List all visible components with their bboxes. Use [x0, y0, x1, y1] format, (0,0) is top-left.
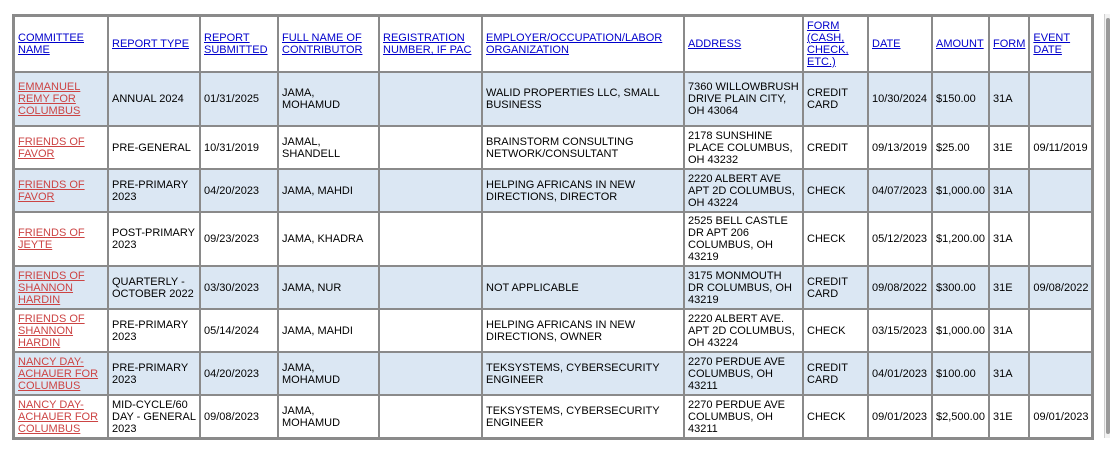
contributor-cell: JAMA, NUR: [278, 266, 379, 309]
sort-committee-name-link[interactable]: COMMITTEE NAME: [18, 32, 84, 56]
registration-cell: [379, 352, 482, 395]
committee-link[interactable]: NANCY DAY-ACHAUER FOR COLUMBUS: [18, 355, 99, 392]
committee-link[interactable]: FRIENDS OF SHANNON HARDIN: [18, 312, 85, 349]
scrollbar-thumb[interactable]: [1106, 18, 1110, 434]
contributor-cell: JAMA, MOHAMUD: [278, 352, 379, 395]
committee-cell: [14, 266, 108, 309]
report-type-cell: MID-CYCLE/60 DAY - GENERAL 2023: [108, 395, 200, 438]
submitted-cell: 09/23/2023: [200, 212, 278, 266]
table-row: [14, 395, 1092, 438]
table-header-row: [14, 16, 1092, 72]
sort-employer-link[interactable]: EMPLOYER/OCCUPATION/LABOR ORGANIZATION: [486, 32, 663, 56]
form-type-cell: CREDIT CARD: [803, 72, 868, 126]
sort-address-link[interactable]: ADDRESS: [688, 38, 742, 50]
event-date-cell: [1029, 352, 1092, 395]
submitted-cell: 01/31/2025: [200, 72, 278, 126]
registration-cell: [379, 266, 482, 309]
report-type-cell: ANNUAL 2024: [108, 72, 200, 126]
amount-cell: $25.00: [932, 126, 989, 169]
committee-cell: [14, 395, 108, 438]
committee-cell: [14, 309, 108, 352]
committee-cell: [14, 72, 108, 126]
employer-cell: WALID PROPERTIES LLC, SMALL BUSINESS: [482, 72, 684, 126]
sort-date-link[interactable]: DATE: [872, 38, 901, 50]
form-type-cell: CHECK: [803, 395, 868, 438]
contributor-cell: JAMA, MOHAMUD: [278, 395, 379, 438]
address-cell: 2525 BELL CASTLE DR APT 206 COLUMBUS, OH 43219: [684, 212, 803, 266]
submitted-cell: 05/14/2024: [200, 309, 278, 352]
employer-cell: HELPING AFRICANS IN NEW DIRECTIONS, DIRECTOR: [482, 169, 684, 212]
header-committee-name: [14, 16, 108, 72]
event-date-cell: [1029, 309, 1092, 352]
contributor-cell: JAMA, MOHAMUD: [278, 72, 379, 126]
registration-cell: [379, 309, 482, 352]
sort-report-type-link[interactable]: REPORT TYPE: [112, 38, 190, 50]
committee-cell: [14, 212, 108, 266]
report-type-cell: PRE-PRIMARY 2023: [108, 169, 200, 212]
address-cell: 3175 MONMOUTH DR COLUMBUS, OH 43219: [684, 266, 803, 309]
date-cell: 03/15/2023: [868, 309, 932, 352]
address-cell: 2270 PERDUE AVE COLUMBUS, OH 43211: [684, 395, 803, 438]
sort-contributor-name-link[interactable]: FULL NAME OF CONTRIBUTOR: [282, 32, 363, 56]
contributor-cell: JAMA, KHADRA: [278, 212, 379, 266]
committee-link[interactable]: FRIENDS OF SHANNON HARDIN: [18, 269, 85, 306]
report-type-cell: PRE-GENERAL: [108, 126, 200, 169]
table-row: [14, 126, 1092, 169]
report-type-cell: PRE-PRIMARY 2023: [108, 309, 200, 352]
submitted-cell: 09/08/2023: [200, 395, 278, 438]
amount-cell: $300.00: [932, 266, 989, 309]
form-cell: 31E: [989, 395, 1029, 438]
registration-cell: [379, 212, 482, 266]
sort-form-link[interactable]: FORM: [993, 38, 1026, 50]
table-row: [14, 212, 1092, 266]
event-date-cell: [1029, 72, 1092, 126]
sort-event-date-link[interactable]: EVENT DATE: [1033, 32, 1071, 56]
contributor-cell: JAMA, MAHDI: [278, 309, 379, 352]
registration-cell: [379, 72, 482, 126]
contributor-cell: JAMAL, SHANDELL: [278, 126, 379, 169]
contributions-table: [12, 14, 1094, 440]
event-date-cell: 09/08/2022: [1029, 266, 1092, 309]
form-cell: 31A: [989, 352, 1029, 395]
date-cell: 04/01/2023: [868, 352, 932, 395]
committee-cell: [14, 352, 108, 395]
committee-link[interactable]: FRIENDS OF JEYTE: [18, 227, 85, 251]
table-row: [14, 266, 1092, 309]
date-cell: 10/30/2024: [868, 72, 932, 126]
submitted-cell: 04/20/2023: [200, 352, 278, 395]
header-form: [989, 16, 1029, 72]
form-type-cell: CREDIT CARD: [803, 352, 868, 395]
event-date-cell: [1029, 212, 1092, 266]
form-cell: 31A: [989, 169, 1029, 212]
table-row: [14, 169, 1092, 212]
header-amount: [932, 16, 989, 72]
date-cell: 04/07/2023: [868, 169, 932, 212]
header-form-type: [803, 16, 868, 72]
committee-link[interactable]: EMMANUEL REMY FOR COLUMBUS: [18, 81, 81, 117]
header-address: [684, 16, 803, 72]
sort-registration-number-link[interactable]: REGISTRATION NUMBER, IF PAC: [383, 32, 472, 56]
date-cell: 09/01/2023: [868, 395, 932, 438]
form-cell: 31E: [989, 126, 1029, 169]
amount-cell: $1,200.00: [932, 212, 989, 266]
date-cell: 09/13/2019: [868, 126, 932, 169]
report-type-cell: POST-PRIMARY 2023: [108, 212, 200, 266]
registration-cell: [379, 169, 482, 212]
sort-form-type-link[interactable]: FORM (CASH, CHECK, ETC.): [807, 20, 849, 68]
amount-cell: $1,000.00: [932, 309, 989, 352]
table-row: [14, 72, 1092, 126]
header-date: [868, 16, 932, 72]
form-type-cell: CHECK: [803, 169, 868, 212]
table-row: [14, 352, 1092, 395]
date-cell: 05/12/2023: [868, 212, 932, 266]
committee-cell: [14, 126, 108, 169]
header-contributor-name: [278, 16, 379, 72]
submitted-cell: 04/20/2023: [200, 169, 278, 212]
header-employer: [482, 16, 684, 72]
address-cell: 2270 PERDUE AVE COLUMBUS, OH 43211: [684, 352, 803, 395]
employer-cell: NOT APPLICABLE: [482, 266, 684, 309]
address-cell: 2220 ALBERT AVE. APT 2D COLUMBUS, OH 43224: [684, 309, 803, 352]
address-cell: 2178 SUNSHINE PLACE COLUMBUS, OH 43232: [684, 126, 803, 169]
header-report-submitted: [200, 16, 278, 72]
employer-cell: TEKSYSTEMS, CYBERSECURITY ENGINEER: [482, 352, 684, 395]
event-date-cell: [1029, 169, 1092, 212]
contributor-cell: JAMA, MAHDI: [278, 169, 379, 212]
amount-cell: $100.00: [932, 352, 989, 395]
committee-link[interactable]: FRIENDS OF FAVOR: [18, 178, 85, 203]
form-cell: 31A: [989, 212, 1029, 266]
header-report-type: [108, 16, 200, 72]
address-cell: 2220 ALBERT AVE APT 2D COLUMBUS, OH 43224: [684, 169, 803, 212]
committee-cell: [14, 169, 108, 212]
employer-cell: BRAINSTORM CONSULTING NETWORK/CONSULTANT: [482, 126, 684, 169]
sort-report-submitted-link[interactable]: REPORT SUBMITTED: [204, 32, 268, 56]
form-type-cell: CREDIT: [803, 126, 868, 169]
form-type-cell: CREDIT CARD: [803, 266, 868, 309]
registration-cell: [379, 126, 482, 169]
form-cell: 31A: [989, 309, 1029, 352]
contributions-table-wrapper: [12, 14, 1094, 440]
form-cell: 31A: [989, 72, 1029, 126]
amount-cell: $1,000.00: [932, 169, 989, 212]
header-registration-number: [379, 16, 482, 72]
event-date-cell: 09/01/2023: [1029, 395, 1092, 438]
form-type-cell: CHECK: [803, 212, 868, 266]
amount-cell: $150.00: [932, 72, 989, 126]
committee-link[interactable]: NANCY DAY-ACHAUER FOR COLUMBUS: [18, 398, 99, 435]
address-cell: 7360 WILLOWBRUSH DRIVE PLAIN CITY, OH 43064: [684, 72, 803, 126]
employer-cell: [482, 212, 684, 266]
amount-cell: $2,500.00: [932, 395, 989, 438]
vertical-scrollbar[interactable]: [1104, 14, 1110, 438]
report-type-cell: PRE-PRIMARY 2023: [108, 352, 200, 395]
committee-link[interactable]: FRIENDS OF FAVOR: [18, 135, 85, 160]
form-type-cell: CHECK: [803, 309, 868, 352]
employer-cell: HELPING AFRICANS IN NEW DIRECTIONS, OWNER: [482, 309, 684, 352]
event-date-cell: 09/11/2019: [1029, 126, 1092, 169]
report-type-cell: QUARTERLY - OCTOBER 2022: [108, 266, 200, 309]
sort-amount-link[interactable]: AMOUNT: [936, 38, 984, 50]
form-cell: 31E: [989, 266, 1029, 309]
registration-cell: [379, 395, 482, 438]
submitted-cell: 03/30/2023: [200, 266, 278, 309]
submitted-cell: 10/31/2019: [200, 126, 278, 169]
date-cell: 09/08/2022: [868, 266, 932, 309]
employer-cell: TEKSYSTEMS, CYBERSECURITY ENGINEER: [482, 395, 684, 438]
header-event-date: [1029, 16, 1092, 72]
table-row: [14, 309, 1092, 352]
